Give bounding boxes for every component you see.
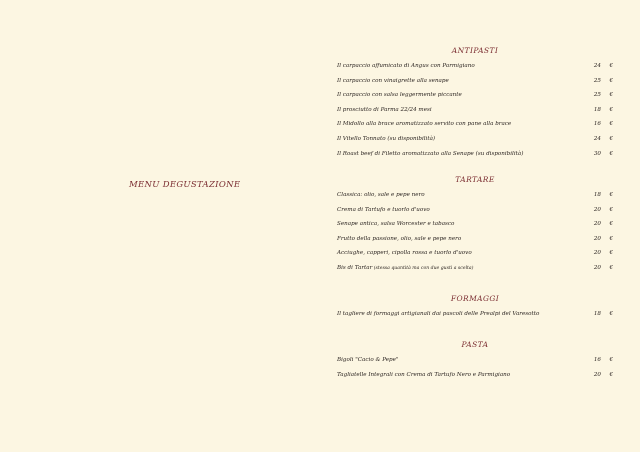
- menu-item-name: [337, 307, 539, 322]
- menu-item: [337, 74, 613, 89]
- menu-item-name: [337, 188, 425, 203]
- menu-item: [337, 147, 613, 162]
- menu-item: [337, 261, 613, 276]
- menu-item-name-text: Tagliatelle Integrali con Crema di Tartufo Nero e Parmigiano: [337, 371, 511, 378]
- menu-item-name: [337, 261, 473, 277]
- menu-item-name: [337, 88, 462, 103]
- menu-section-pasta: [337, 339, 613, 382]
- menu-item-note: (stessa quantità ma con due gusti a scelta): [372, 265, 474, 271]
- menu-item-price: 25: [593, 77, 601, 84]
- euro-symbol: €: [609, 92, 613, 99]
- menu-item: [337, 232, 613, 247]
- menu-item-price: 25: [593, 92, 601, 99]
- menu-item-price: 20: [593, 221, 601, 228]
- menu-item-name-text: Classica: olio, sale e pepe nero: [337, 192, 425, 198]
- menu-item-price: 18: [593, 106, 601, 113]
- menu-item-price: 20: [593, 206, 601, 213]
- menu-item: [337, 368, 613, 383]
- menu-item: [337, 132, 613, 147]
- menu-item-name-text: Bigoli "Cacio & Pepe": [337, 357, 399, 363]
- euro-symbol: €: [609, 121, 613, 128]
- section-title: PASTA: [461, 340, 489, 349]
- menu-item-name: [337, 232, 461, 247]
- menu-item: [337, 217, 613, 232]
- menu-item-name-text: Frutto della passione, olio, sale e pepe nero: [337, 235, 462, 242]
- menu-item-name: [337, 246, 472, 261]
- menu-item: [337, 117, 613, 132]
- euro-symbol: €: [609, 135, 613, 142]
- euro-symbol: €: [609, 221, 613, 228]
- euro-symbol: €: [609, 63, 613, 69]
- menu-item-name-text: Il carpaccio con salsa leggermente piccante: [337, 92, 462, 99]
- section-title: ANTIPASTI: [451, 46, 499, 55]
- menu-item-name: [337, 353, 399, 368]
- euro-symbol: €: [609, 150, 613, 157]
- menu-item-name: [337, 103, 432, 118]
- menu-item-name-text: Il Vitello Tonnato (su disponibilità): [337, 135, 436, 142]
- euro-symbol: €: [609, 77, 613, 84]
- menu-item: [337, 203, 613, 218]
- menu-item-price: 18: [593, 311, 601, 317]
- menu-item-name-text: Crema di Tartufo e tuorlo d'uovo: [337, 206, 430, 213]
- menu-item-name: [337, 59, 475, 74]
- euro-symbol: €: [609, 106, 613, 113]
- menu-item-price: 24: [593, 63, 601, 69]
- menu-item-price: 20: [593, 264, 601, 271]
- menu-item-name-text: Acciughe, capperi, cipolla rossa e tuorlo d'uovo: [337, 250, 472, 257]
- menu-item-price: 24: [593, 135, 601, 142]
- euro-symbol: €: [609, 371, 613, 378]
- menu-item-name-text: Bis di Tartar: [337, 264, 373, 271]
- menu-item: [337, 246, 613, 261]
- menu-item-name-text: Il Midollo alla brace aromatizzato servito con pane alla brace: [337, 121, 512, 128]
- menu-item-name-text: Il carpaccio con vinaigrette alla senape: [337, 77, 449, 84]
- menu-section-antipasti: [337, 45, 613, 161]
- menu-item-name: [337, 368, 510, 383]
- menu-item-name-text: Il tagliere di formaggi artigianali dai pascoli delle Prealpi del Varesotto: [337, 311, 540, 317]
- menu-item-price: 20: [593, 371, 601, 378]
- menu-section-formaggi: [337, 293, 613, 322]
- menu-item-name-text: Senape antica, salsa Worcester e tabasco: [337, 221, 455, 228]
- menu-item-price: 18: [593, 192, 601, 198]
- menu-section-tartare: [337, 174, 613, 276]
- menu-item-name-text: Il Roast beef di Filetto aromatizzato alla Senape (su disponibilità): [337, 150, 524, 157]
- menu-item-name: [337, 74, 449, 89]
- menu-item-name-text: Il carpaccio affumicato di Angus con Parmigiano: [337, 63, 475, 69]
- menu-item: [337, 307, 613, 322]
- euro-symbol: €: [609, 192, 613, 198]
- euro-symbol: €: [609, 235, 613, 242]
- menu-item-price: 16: [593, 357, 601, 363]
- euro-symbol: €: [609, 206, 613, 213]
- menu-degustazione-title: MENU DEGUSTAZIONE: [129, 180, 241, 190]
- euro-symbol: €: [609, 311, 613, 317]
- menu-item: [337, 188, 613, 203]
- section-title: TARTARE: [455, 175, 495, 184]
- section-title: FORMAGGI: [450, 294, 500, 303]
- menu-item-name: [337, 217, 454, 232]
- menu-item-name: [337, 203, 430, 218]
- menu-item-price: 30: [593, 150, 601, 157]
- euro-symbol: €: [609, 357, 613, 363]
- menu-item: [337, 88, 613, 103]
- menu-item-price: 16: [593, 121, 601, 128]
- euro-symbol: €: [609, 250, 613, 257]
- menu-item-name: [337, 132, 435, 147]
- menu-item: [337, 59, 613, 74]
- euro-symbol: €: [609, 264, 613, 271]
- menu-item-price: 20: [593, 250, 601, 257]
- menu-item: [337, 103, 613, 118]
- menu-item-name: [337, 147, 523, 162]
- menu-item-price: 20: [593, 235, 601, 242]
- menu-item: [337, 353, 613, 368]
- menu-item-name: [337, 117, 511, 132]
- menu-item-name-text: Il prosciutto di Parma 22/24 mesi: [337, 106, 432, 113]
